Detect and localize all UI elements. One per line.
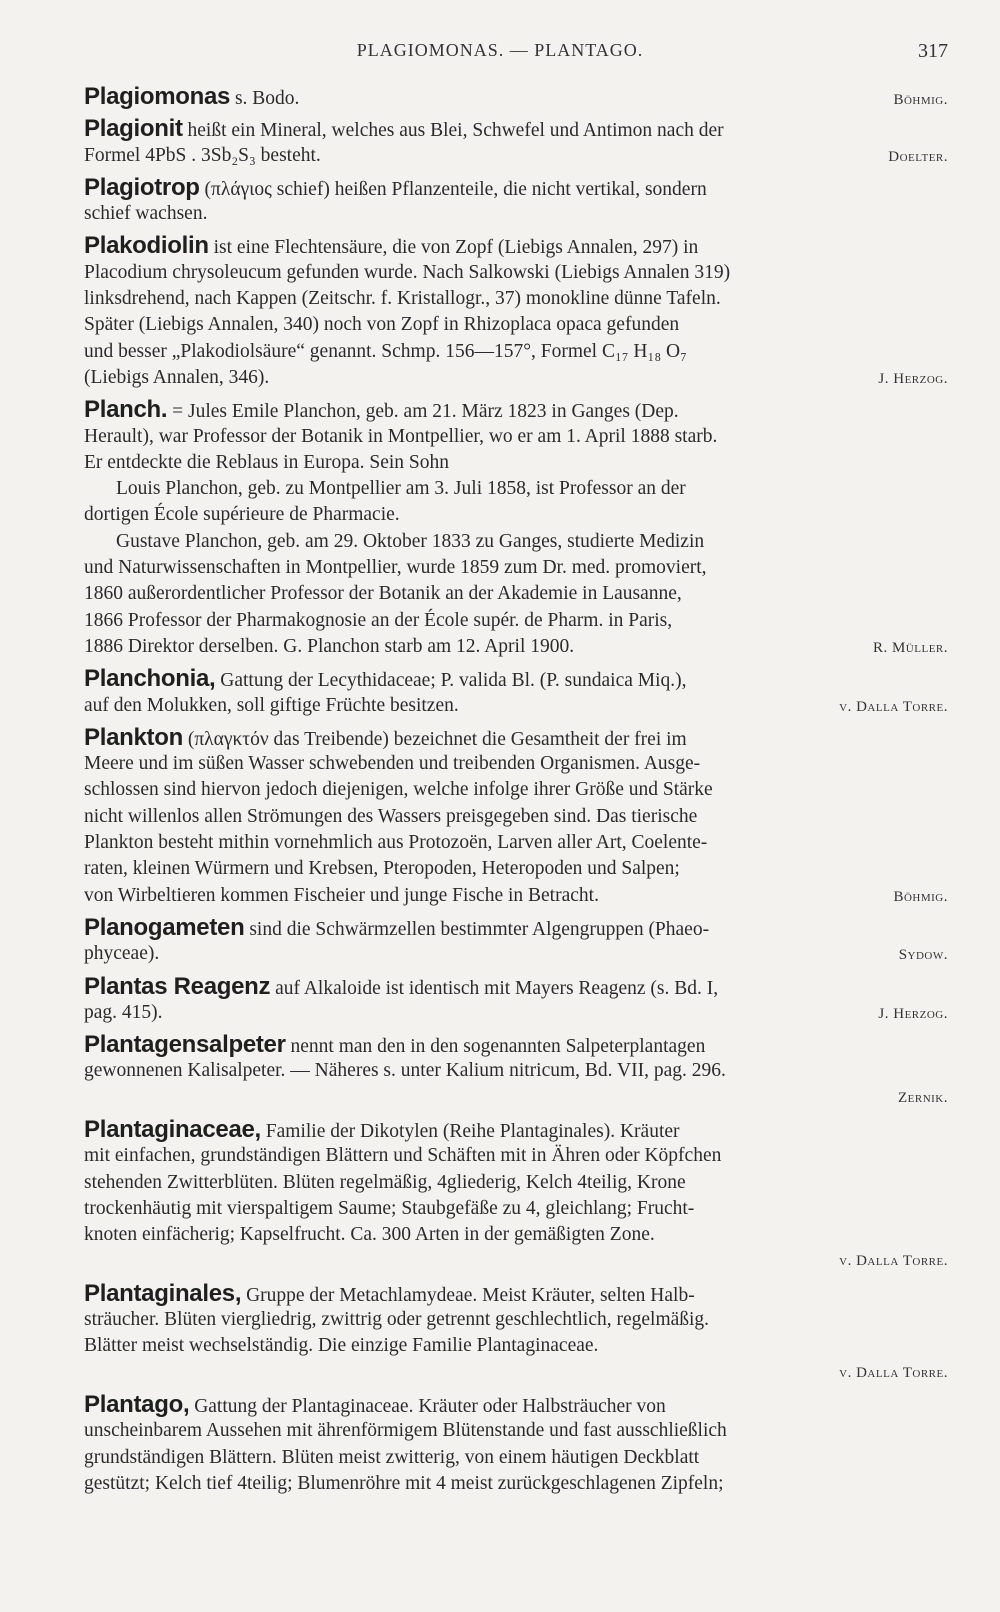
- line-text: [84, 1170, 686, 1196]
- author-signature: Sydow.: [898, 947, 948, 964]
- headword: Plantaginales,: [84, 1279, 242, 1307]
- dictionary-entry: [84, 1117, 948, 1275]
- entry-line: [84, 751, 948, 777]
- author-signature: Böhmig.: [893, 92, 948, 108]
- body-text: stehenden Zwitterblüten. Blüten regelmäßig, 4gliederig, Kelch 4teilig, Krone: [84, 1171, 686, 1193]
- body-text: Er entdeckte die Reblaus in Europa. Sein Sohn: [84, 451, 449, 473]
- running-head: [0, 40, 1000, 70]
- dictionary-entry: [84, 84, 948, 110]
- entry-line: [84, 1445, 948, 1471]
- headword: Plagiomonas: [84, 83, 231, 110]
- line-text: [84, 201, 207, 227]
- dictionary-entry: [84, 1281, 948, 1386]
- entry-line: [84, 1143, 948, 1169]
- body-text: s. Bodo.: [230, 88, 300, 109]
- author-signature: v. Dalla Torre.: [839, 698, 948, 715]
- line-text: [84, 175, 707, 203]
- entry-line: [84, 581, 948, 607]
- headword: Planogameten: [84, 913, 245, 941]
- body-text: dortigen École supérieure de Pharmacie.: [84, 504, 400, 526]
- line-text: [84, 883, 599, 909]
- entry-line: [84, 1032, 948, 1058]
- line-text: [84, 1418, 727, 1444]
- line-text: [84, 915, 709, 943]
- entry-line: [84, 915, 948, 941]
- line-text: [84, 1143, 721, 1169]
- line-text: [84, 424, 717, 450]
- body-text: Blätter meist wechselständig. Die einzige Familie Plantaginaceae.: [84, 1335, 599, 1357]
- body-text: gewonnenen Kalisalpeter. — Näheres s. unter Kalium nitricum, Bd. VII, pag. 296.: [84, 1060, 726, 1082]
- body-text: Placodium chrysoleucum gefunden wurde. Nach Salkowski (Liebigs Annalen 319): [84, 261, 731, 283]
- entry-line: [84, 1222, 948, 1248]
- body-text: Gattung der Lecythidaceae; P. valida Bl. (P. sundaica Miq.),: [215, 670, 687, 692]
- page-number: 317: [918, 40, 948, 62]
- running-title: PLAGIOMONAS. — PLANTAGO.: [356, 40, 644, 60]
- line-text: [84, 1222, 655, 1248]
- entry-line: [84, 450, 948, 476]
- body-text: Später (Liebigs Annalen, 340) noch von Zopf in Rhizoplaca opaca gefunden: [84, 314, 680, 336]
- line-text: [84, 751, 700, 777]
- body-text: (Liebigs Annalen, 346).: [84, 366, 270, 388]
- author-signature: Böhmig.: [893, 888, 948, 905]
- entry-line: [84, 725, 948, 751]
- entry-line: [84, 634, 948, 660]
- body-text: 1860 außerordentlicher Professor der Botanik an der Akademie in Lausanne,: [84, 583, 682, 605]
- body-text: Louis Planchon, geb. zu Montpellier am 3. Juli 1858, ist Professor an der: [116, 478, 686, 500]
- headword: Planchonia,: [84, 665, 216, 693]
- line-text: [84, 830, 707, 856]
- body-text: = Jules Emile Planchon, geb. am 21. März 1823 in Ganges (Dep.: [167, 401, 679, 423]
- body-text: und besser „Plakodiolsäure“ genannt. Schmp. 156—157°, Formel C₁₇ H₁₈ O₇: [84, 340, 687, 362]
- line-text: [84, 725, 687, 753]
- line-text: [84, 1333, 598, 1359]
- line-text: [84, 1281, 695, 1309]
- line-text: [116, 476, 686, 502]
- entry-line: [84, 1058, 948, 1084]
- entry-line: [84, 608, 948, 634]
- entry-column: [84, 84, 948, 1503]
- body-text: knoten einfächerig; Kapselfrucht. Ca. 300 Arten in der gemäßigten Zone.: [84, 1224, 655, 1246]
- body-text: heißt ein Mineral, welches aus Blei, Schwefel und Antimon nach der: [182, 120, 724, 142]
- line-text: [84, 286, 721, 312]
- line-text: [84, 1196, 694, 1222]
- dictionary-entry: [84, 1032, 948, 1111]
- entry-line: [84, 312, 948, 338]
- author-signature: Zernik.: [897, 1089, 948, 1106]
- entry-line: [84, 1196, 948, 1222]
- headword: Plantas Reagenz: [84, 972, 271, 1000]
- headword: Plantaginaceae,: [84, 1115, 261, 1143]
- entry-line: [84, 1471, 948, 1497]
- entry-line: [84, 175, 948, 201]
- entry-line: [84, 693, 948, 719]
- body-text: raten, kleinen Würmern und Krebsen, Pteropoden, Heteropoden und Salpen;: [84, 858, 680, 880]
- line-text: [84, 233, 698, 261]
- body-text: linksdrehend, nach Kappen (Zeitschr. f. Kristallogr., 37) monokline dünne Tafeln.: [84, 288, 721, 310]
- entry-line: [84, 397, 948, 423]
- body-text: Gustave Planchon, geb. am 29. Oktober 1833 zu Ganges, studierte Medizin: [116, 530, 705, 552]
- dictionary-entry: [84, 397, 948, 660]
- entry-line: [84, 116, 948, 142]
- line-text: [84, 502, 400, 528]
- line-text: [84, 555, 707, 581]
- line-text: [84, 693, 459, 719]
- entry-line: [84, 84, 948, 110]
- line-text: [84, 339, 687, 365]
- entry-line: [84, 476, 948, 502]
- dictionary-entry: [84, 725, 948, 909]
- entry-line: [84, 1117, 948, 1143]
- body-text: Herault), war Professor der Botanik in Montpellier, wo er am 1. April 1888 starb.: [84, 425, 718, 447]
- entry-line: [84, 941, 948, 967]
- line-text: [84, 777, 713, 803]
- body-text: pag. 415).: [84, 1001, 163, 1023]
- dictionary-entry: [84, 116, 948, 169]
- body-text: schief wachsen.: [84, 203, 208, 225]
- author-signature: Doelter.: [888, 148, 948, 165]
- headword: Plakodiolin: [84, 232, 209, 260]
- entry-line: [84, 856, 948, 882]
- entry-line: [84, 1248, 948, 1274]
- body-text: sind die Schwärmzellen bestimmter Algengruppen (Phaeo-: [244, 918, 710, 940]
- line-text: [84, 581, 682, 607]
- entry-line: [84, 502, 948, 528]
- line-text: [84, 856, 680, 882]
- entry-line: [84, 1085, 948, 1111]
- dictionary-entry: [84, 974, 948, 1027]
- line-text: [84, 397, 679, 425]
- line-text: [116, 529, 704, 555]
- line-text: [84, 1032, 705, 1060]
- dictionary-entry: [84, 233, 948, 391]
- body-text: Familie der Dikotylen (Reihe Plantaginales). Kräuter: [260, 1120, 680, 1142]
- line-text: [84, 974, 718, 1002]
- entry-line: [84, 974, 948, 1000]
- line-text: [84, 1471, 724, 1497]
- entry-line: [84, 233, 948, 259]
- entry-line: [84, 830, 948, 856]
- author-signature: J. Herzog.: [878, 370, 948, 387]
- entry-line: [84, 1307, 948, 1333]
- line-text: [84, 634, 574, 660]
- dictionary-entry: [84, 175, 948, 228]
- line-text: [84, 450, 449, 476]
- entry-line: [84, 1333, 948, 1359]
- headword: Plagiotrop: [84, 173, 200, 201]
- entry-line: [84, 1360, 948, 1386]
- line-text: [84, 1307, 709, 1333]
- entry-line: [84, 1281, 948, 1307]
- line-text: [84, 941, 159, 967]
- body-text: auf den Molukken, soll giftige Früchte besitzen.: [84, 694, 459, 716]
- entry-line: [84, 883, 948, 909]
- headword: Plagionit: [84, 115, 183, 143]
- line-text: [84, 608, 672, 634]
- body-text: unscheinbarem Aussehen mit ährenförmigem Blütenstande und fast ausschließlich: [84, 1420, 727, 1442]
- line-text: [84, 1117, 680, 1145]
- body-text: Gattung der Plantaginaceae. Kräuter oder Halbsträucher von: [189, 1395, 666, 1417]
- line-text: [84, 312, 679, 338]
- dictionary-entry: [84, 1392, 948, 1497]
- line-text: [84, 365, 269, 391]
- line-text: [84, 143, 321, 169]
- entry-line: [84, 666, 948, 692]
- line-text: [84, 666, 687, 694]
- body-text: sträucher. Blüten viergliedrig, zwittrig oder getrennt geschlechtlich, regelmäßig.: [84, 1309, 710, 1331]
- headword: Plankton: [84, 723, 183, 751]
- body-text: Meere und im süßen Wasser schwebenden und treibenden Organismen. Ausge-: [84, 753, 701, 775]
- author-signature: J. Herzog.: [878, 1005, 948, 1022]
- author-signature: R. Müller.: [872, 639, 948, 656]
- line-text: [84, 84, 299, 112]
- line-text: [84, 1058, 726, 1084]
- body-text: ist eine Flechtensäure, die von Zopf (Liebigs Annalen, 297) in: [208, 237, 699, 259]
- body-text: nennt man den in den sogenannten Salpeterplantagen: [285, 1036, 706, 1058]
- entry-line: [84, 365, 948, 391]
- entry-line: [84, 529, 948, 555]
- author-signature: v. Dalla Torre.: [839, 1364, 948, 1381]
- dictionary-entry: [84, 666, 948, 719]
- body-text: Formel 4PbS . 3Sb₂S₃ besteht.: [84, 144, 321, 166]
- entry-line: [84, 339, 948, 365]
- body-text: (πλάγιος schief) heißen Pflanzenteile, die nicht vertikal, sondern: [199, 178, 707, 200]
- entry-line: [84, 1000, 948, 1026]
- entry-line: [84, 201, 948, 227]
- entry-line: [84, 424, 948, 450]
- body-text: nicht willenlos allen Strömungen des Wassers preisgegeben sind. Das tierische: [84, 805, 698, 827]
- entry-line: [84, 286, 948, 312]
- line-text: [84, 804, 697, 830]
- body-text: auf Alkaloide ist identisch mit Mayers Reagenz (s. Bd. I,: [270, 977, 719, 999]
- body-text: phyceae).: [84, 943, 160, 965]
- body-text: grundständigen Blättern. Blüten meist zwitterig, von einem häutigen Deckblatt: [84, 1446, 700, 1468]
- body-text: von Wirbeltieren kommen Fischeier und junge Fische in Betracht.: [84, 884, 599, 906]
- body-text: Gruppe der Metachlamydeae. Meist Kräuter, selten Halb-: [241, 1284, 695, 1306]
- entry-line: [84, 143, 948, 169]
- body-text: mit einfachen, grundständigen Blättern und Schäften mit in Ähren oder Köpfchen: [84, 1145, 722, 1167]
- line-text: [84, 1392, 666, 1420]
- entry-line: [84, 555, 948, 581]
- entry-line: [84, 1392, 948, 1418]
- entry-line: [84, 804, 948, 830]
- line-text: [84, 260, 730, 286]
- headword: Plantagensalpeter: [84, 1031, 286, 1059]
- entry-line: [84, 1170, 948, 1196]
- entry-line: [84, 1418, 948, 1444]
- body-text: gestützt; Kelch tief 4teilig; Blumenröhre mit 4 meist zurückgeschlagenen Zipfeln;: [84, 1472, 724, 1494]
- line-text: [84, 116, 724, 144]
- dictionary-entry: [84, 915, 948, 968]
- body-text: schlossen sind hiervon jedoch diejenigen, welche infolge ihrer Größe und Stärke: [84, 779, 713, 801]
- headword: Planch.: [84, 396, 168, 424]
- body-text: 1886 Direktor derselben. G. Planchon starb am 12. April 1900.: [84, 635, 575, 657]
- line-text: [84, 1000, 163, 1026]
- entry-line: [84, 777, 948, 803]
- line-text: [84, 1445, 699, 1471]
- body-text: (πλαγκτόν das Treibende) bezeichnet die Gesamtheit der frei im: [182, 728, 687, 750]
- body-text: und Naturwissenschaften in Montpellier, wurde 1859 zum Dr. med. promoviert,: [84, 557, 707, 579]
- body-text: trockenhäutig mit vierspaltigem Saume; Staubgefäße zu 4, gleichlang; Frucht-: [84, 1197, 695, 1219]
- entry-line: [84, 260, 948, 286]
- author-signature: v. Dalla Torre.: [839, 1253, 948, 1270]
- headword: Plantago,: [84, 1390, 190, 1418]
- body-text: 1866 Professor der Pharmakognosie an der École supér. de Pharm. in Paris,: [84, 609, 673, 631]
- body-text: Plankton besteht mithin vornehmlich aus Protozoën, Larven aller Art, Coelente-: [84, 832, 708, 854]
